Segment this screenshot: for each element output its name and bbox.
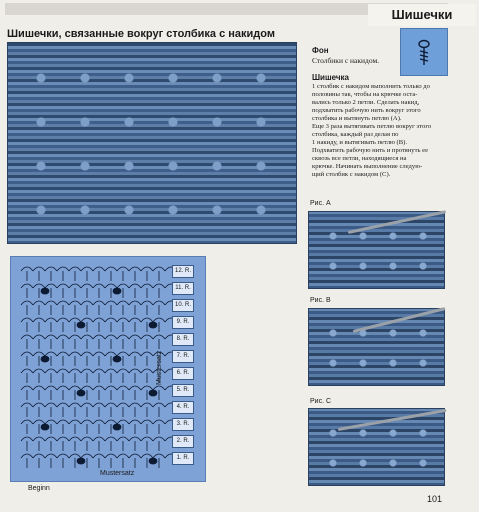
chain-arc-symbol: [141, 301, 153, 305]
chain-arc-symbol: [117, 420, 129, 424]
chain-arc-symbol: [117, 301, 129, 305]
chain-arc-symbol: [117, 318, 129, 322]
chain-arc-symbol: [141, 437, 153, 441]
row-label-2: 2. R.: [172, 435, 194, 448]
chain-arc-symbol: [117, 284, 129, 288]
chain-arc-symbol: [69, 369, 81, 373]
chain-arc-symbol: [153, 335, 165, 339]
chain-arc-symbol: [81, 403, 93, 407]
chain-arc-symbol: [153, 301, 165, 305]
chain-arc-symbol: [33, 420, 45, 424]
chain-arc-symbol: [141, 420, 153, 424]
page-header-title: Шишечки: [368, 4, 476, 26]
chain-arc-symbol: [69, 386, 81, 390]
chain-arc-symbol: [57, 386, 69, 390]
chain-arc-symbol: [117, 369, 129, 373]
row-label-6: 6. R.: [172, 367, 194, 380]
chain-arc-symbol: [33, 335, 45, 339]
chain-arc-symbol: [81, 386, 93, 390]
bobble-stitch-icon: [401, 29, 447, 75]
background-text: Столбики с накидом.: [312, 56, 380, 65]
chain-arc-symbol: [105, 284, 117, 288]
chain-arc-symbol: [93, 386, 105, 390]
chain-arc-symbol: [69, 437, 81, 441]
chain-arc-symbol: [69, 335, 81, 339]
chain-arc-symbol: [105, 386, 117, 390]
background-heading: Фон: [312, 46, 329, 55]
crochet-hook: [338, 409, 447, 431]
chain-arc-symbol: [81, 437, 93, 441]
chain-arc-symbol: [21, 267, 33, 271]
chain-arc-symbol: [129, 454, 141, 458]
chain-arc-symbol: [69, 352, 81, 356]
chain-arc-symbol: [57, 420, 69, 424]
chain-arc-symbol: [21, 420, 33, 424]
chain-arc-symbol: [21, 301, 33, 305]
crochet-hook: [348, 210, 446, 234]
beginn-label: Beginn: [28, 485, 50, 492]
chain-arc-symbol: [93, 335, 105, 339]
page-number: 101: [427, 494, 443, 504]
bobble-symbol: [41, 424, 49, 430]
chain-arc-symbol: [153, 403, 165, 407]
chain-arc-symbol: [69, 454, 81, 458]
bobble-symbol-box: [400, 28, 448, 76]
bobble-symbol: [149, 322, 157, 328]
bobble-symbol: [113, 356, 121, 362]
chain-arc-symbol: [141, 267, 153, 271]
chain-arc-symbol: [117, 352, 129, 356]
chain-arc-symbol: [93, 420, 105, 424]
figure-a-photo: [308, 211, 445, 289]
chain-arc-symbol: [105, 403, 117, 407]
chain-arc-symbol: [129, 267, 141, 271]
chain-arc-symbol: [117, 403, 129, 407]
bobble-symbol: [77, 322, 85, 328]
chain-arc-symbol: [141, 369, 153, 373]
chain-arc-symbol: [33, 454, 45, 458]
chain-arc-symbol: [93, 454, 105, 458]
bobble-symbol: [77, 458, 85, 464]
chain-arc-symbol: [105, 318, 117, 322]
row-label-10: 10. R.: [172, 299, 194, 312]
chain-arc-symbol: [129, 352, 141, 356]
chain-arc-symbol: [81, 369, 93, 373]
chain-arc-symbol: [45, 301, 57, 305]
mustersatz-vertical-label: Mustersatz: [156, 350, 163, 385]
chain-arc-symbol: [153, 318, 165, 322]
chain-arc-symbol: [69, 403, 81, 407]
chain-arc-symbol: [21, 318, 33, 322]
chain-arc-symbol: [57, 267, 69, 271]
bobble-symbol: [41, 356, 49, 362]
chain-arc-symbol: [129, 386, 141, 390]
chain-arc-symbol: [81, 335, 93, 339]
chain-arc-symbol: [45, 335, 57, 339]
chain-arc-symbol: [33, 437, 45, 441]
chain-arc-symbol: [81, 454, 93, 458]
chain-arc-symbol: [57, 301, 69, 305]
chain-arc-symbol: [153, 454, 165, 458]
chain-arc-symbol: [45, 284, 57, 288]
chain-arc-symbol: [21, 403, 33, 407]
chain-arc-symbol: [129, 284, 141, 288]
chain-arc-symbol: [81, 318, 93, 322]
chain-arc-symbol: [57, 284, 69, 288]
row-label-12: 12. R.: [172, 265, 194, 278]
row-label-11: 11. R.: [172, 282, 194, 295]
chain-arc-symbol: [21, 386, 33, 390]
chain-arc-symbol: [45, 352, 57, 356]
chain-arc-symbol: [81, 267, 93, 271]
chain-arc-symbol: [93, 369, 105, 373]
row-label-7: 7. R.: [172, 350, 194, 363]
chain-arc-symbol: [57, 318, 69, 322]
row-label-3: 3. R.: [172, 418, 194, 431]
row-label-1: 1. R.: [172, 452, 194, 465]
figure-a-label: Рис. A: [310, 200, 331, 207]
bobble-symbol: [149, 390, 157, 396]
chain-arc-symbol: [45, 454, 57, 458]
chain-arc-symbol: [57, 352, 69, 356]
section-title: Шишечки, связанные вокруг столбика с накидом: [7, 28, 275, 40]
chain-arc-symbol: [129, 301, 141, 305]
chain-arc-symbol: [33, 301, 45, 305]
chain-arc-symbol: [105, 369, 117, 373]
chain-arc-symbol: [105, 267, 117, 271]
chain-arc-symbol: [117, 386, 129, 390]
chain-arc-symbol: [57, 335, 69, 339]
chain-arc-symbol: [93, 352, 105, 356]
bobble-symbol: [113, 288, 121, 294]
chain-arc-symbol: [141, 284, 153, 288]
figure-b-label: Рис. B: [310, 297, 331, 304]
chain-arc-symbol: [129, 335, 141, 339]
chain-arc-symbol: [93, 437, 105, 441]
bobble-symbol: [149, 458, 157, 464]
bobble-symbol: [41, 288, 49, 294]
chain-arc-symbol: [21, 335, 33, 339]
chain-arc-symbol: [153, 437, 165, 441]
chain-arc-symbol: [33, 386, 45, 390]
row-label-9: 9. R.: [172, 316, 194, 329]
crochet-sample-photo: [7, 42, 297, 244]
chain-arc-symbol: [141, 403, 153, 407]
chain-arc-symbol: [141, 318, 153, 322]
chain-arc-symbol: [45, 420, 57, 424]
chain-arc-symbol: [141, 335, 153, 339]
chain-arc-symbol: [57, 369, 69, 373]
row-label-4: 4. R.: [172, 401, 194, 414]
chain-arc-symbol: [33, 403, 45, 407]
chain-arc-symbol: [33, 318, 45, 322]
chain-arc-symbol: [81, 301, 93, 305]
chain-arc-symbol: [21, 437, 33, 441]
chain-arc-symbol: [21, 284, 33, 288]
chain-arc-symbol: [45, 403, 57, 407]
bobble-symbol: [113, 424, 121, 430]
chain-arc-symbol: [117, 335, 129, 339]
chain-arc-symbol: [93, 284, 105, 288]
chain-arc-symbol: [153, 420, 165, 424]
chain-arc-symbol: [105, 335, 117, 339]
chain-arc-symbol: [93, 318, 105, 322]
chain-arc-symbol: [33, 369, 45, 373]
chain-arc-symbol: [57, 437, 69, 441]
crochet-hook: [353, 307, 446, 333]
chain-arc-symbol: [129, 318, 141, 322]
bobble-heading: Шишечка: [312, 73, 349, 82]
chain-arc-symbol: [21, 352, 33, 356]
chain-arc-symbol: [129, 420, 141, 424]
figure-b-photo: [308, 308, 445, 386]
chain-arc-symbol: [105, 301, 117, 305]
chain-arc-symbol: [69, 420, 81, 424]
chain-arc-symbol: [141, 352, 153, 356]
mustersatz-horizontal-label: Mustersatz: [100, 470, 135, 477]
bobble-instructions: 1 столбик с накидом выполнить только до половины так, чтобы на крючке оста- вались только 2 петли. Сделать накид, подхватить рабочую нить вокруг этого столбика и вытянуть петлю (A). Еще 3 раза вытягивать петлю вокруг этого столбика, каждый раз делая по 1 накиду, и вытягивать петлю (B). Подхватить рабочую нить и протянуть ее сквозь все петли, находящиеся на крючке. Начинать выполнение следую- щий столбик с накидом (C).: [312, 83, 432, 178]
chain-arc-symbol: [45, 437, 57, 441]
chain-arc-symbol: [117, 454, 129, 458]
chain-arc-symbol: [21, 454, 33, 458]
chain-arc-symbol: [69, 301, 81, 305]
chain-arc-symbol: [93, 403, 105, 407]
chain-arc-symbol: [129, 369, 141, 373]
chain-arc-symbol: [141, 386, 153, 390]
chain-arc-symbol: [33, 267, 45, 271]
chain-arc-symbol: [81, 352, 93, 356]
chain-arc-symbol: [153, 284, 165, 288]
chain-arc-symbol: [129, 437, 141, 441]
chain-arc-symbol: [57, 454, 69, 458]
figure-c-label: Рис. C: [310, 398, 332, 405]
chain-arc-symbol: [33, 284, 45, 288]
bobble-symbol: [77, 390, 85, 396]
chain-arc-symbol: [105, 420, 117, 424]
chain-arc-symbol: [153, 386, 165, 390]
chain-arc-symbol: [93, 267, 105, 271]
row-label-8: 8. R.: [172, 333, 194, 346]
chain-arc-symbol: [105, 437, 117, 441]
chain-arc-symbol: [105, 454, 117, 458]
chain-arc-symbol: [117, 267, 129, 271]
chain-arc-symbol: [33, 352, 45, 356]
chain-arc-symbol: [69, 284, 81, 288]
chain-arc-symbol: [153, 267, 165, 271]
chain-arc-symbol: [105, 352, 117, 356]
chain-arc-symbol: [69, 318, 81, 322]
chain-arc-symbol: [21, 369, 33, 373]
row-label-5: 5. R.: [172, 384, 194, 397]
chain-arc-symbol: [81, 420, 93, 424]
chain-arc-symbol: [117, 437, 129, 441]
chain-arc-symbol: [45, 267, 57, 271]
chain-arc-symbol: [45, 386, 57, 390]
chain-arc-symbol: [45, 318, 57, 322]
figure-c-photo: [308, 408, 445, 486]
chain-arc-symbol: [45, 369, 57, 373]
chain-arc-symbol: [81, 284, 93, 288]
chain-arc-symbol: [93, 301, 105, 305]
chain-arc-symbol: [129, 403, 141, 407]
chain-arc-symbol: [141, 454, 153, 458]
chain-arc-symbol: [69, 267, 81, 271]
chain-arc-symbol: [57, 403, 69, 407]
